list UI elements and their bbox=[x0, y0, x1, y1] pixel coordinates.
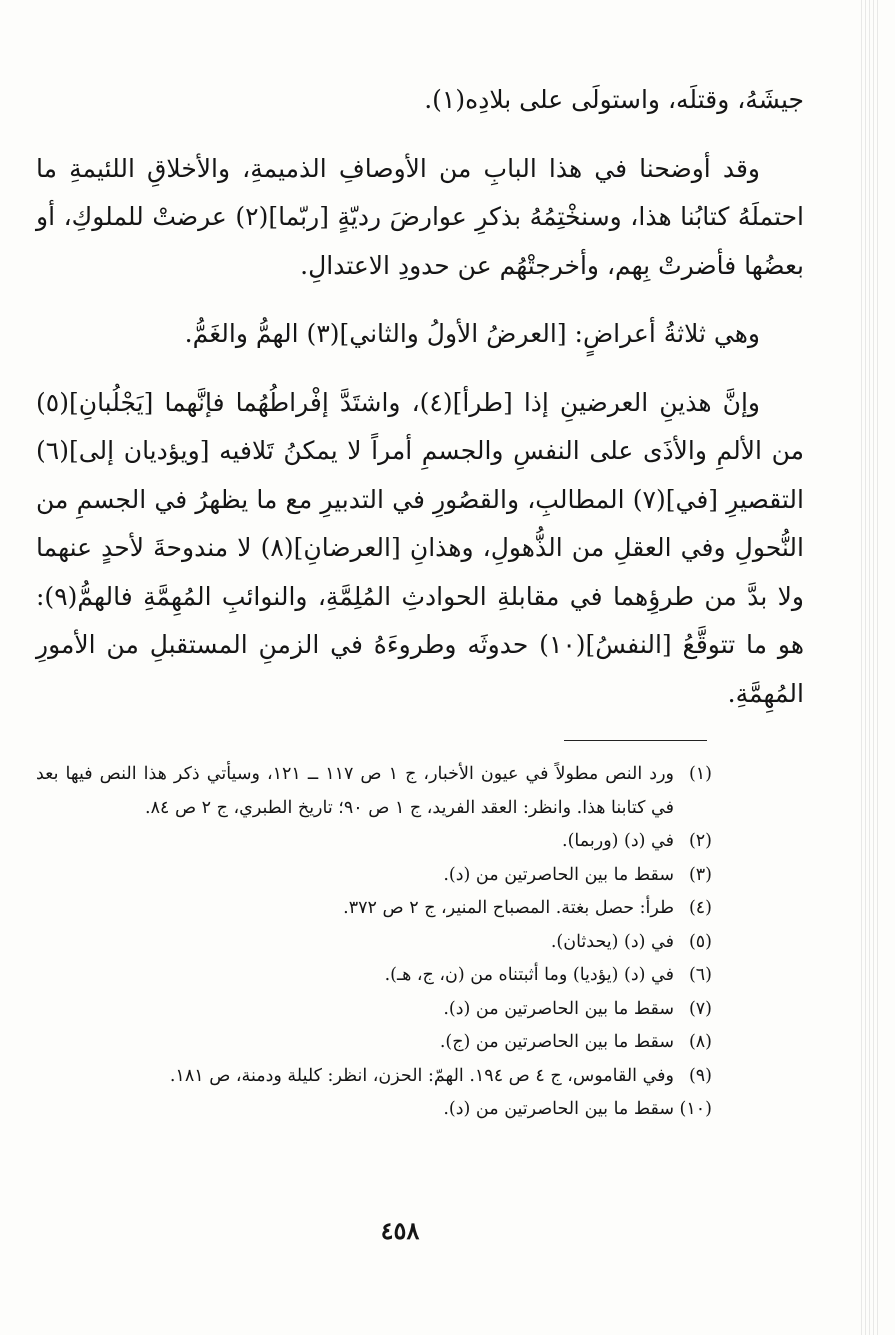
footnote-text: ورد النص مطولاً في عيون الأخبار، ج ١ ص ١١٧ ــ ١٢١، وسيأتي ذكر هذا النص فيها بعد في كتابنا هذا. وانظر: العقد الفريد، ج ١ ص ٩٠؛ تاريخ الطبري، ج ٢ ص ٨٤. bbox=[36, 764, 674, 818]
footnote-number: (٧) bbox=[688, 998, 712, 1019]
footnote-text: سقط ما بين الحاصرتين من (د). bbox=[443, 864, 674, 885]
footnote bbox=[36, 1026, 712, 1060]
footnote-number: (١) bbox=[688, 764, 712, 784]
footnote-separator bbox=[564, 740, 707, 741]
footnote bbox=[36, 1093, 712, 1127]
footnote-number: (٢) bbox=[688, 831, 712, 851]
paragraph-3: وهي ثلاثةُ أعراضٍ: [العرضُ الأولُ والثاني](٣) الهمُّ والغَمُّ. bbox=[184, 319, 760, 348]
footnote-number: (٣) bbox=[688, 864, 712, 885]
footnote-number: (١٠) bbox=[679, 1099, 712, 1119]
footnote bbox=[36, 1060, 712, 1094]
footnote bbox=[36, 825, 712, 859]
main-text bbox=[36, 76, 804, 718]
footnote bbox=[36, 926, 712, 960]
footnote-text: في (د) (يحدثان). bbox=[550, 931, 674, 952]
footnote-number: (٩) bbox=[688, 1065, 712, 1086]
footnote-text: سقط ما بين الحاصرتين من (د). bbox=[443, 998, 674, 1019]
paragraph-gap bbox=[36, 290, 804, 310]
footnote-text: وفي القاموس، ج ٤ ص ١٩٤. الهمّ: الحزن، انظر: كليلة ودمنة، ص ١٨١. bbox=[169, 1065, 674, 1086]
footnote bbox=[36, 859, 712, 893]
footnote-text: طرأ: حصل بغتة. المصباح المنير، ج ٢ ص ٣٧٢. bbox=[343, 898, 674, 918]
footnote bbox=[36, 758, 712, 825]
footnote bbox=[36, 892, 712, 926]
paragraph-1: جيشَهُ، وقتلَه، واستولَى على بلادِه(١). bbox=[424, 85, 804, 114]
footnote-text: في (د) (يؤديا) وما أثبتناه من (ن، ج، هـ). bbox=[384, 965, 674, 985]
page-edge-scan-lines bbox=[861, 0, 881, 1335]
paragraph-gap bbox=[36, 125, 804, 145]
page-number: ٤٥٨ bbox=[380, 1216, 420, 1245]
paragraph-gap bbox=[36, 359, 804, 379]
footnote-text: سقط ما بين الحاصرتين من (د). bbox=[443, 1099, 674, 1119]
footnote-number: (٥) bbox=[688, 931, 712, 952]
footnote-text: في (د) (وربما). bbox=[562, 831, 674, 851]
footnote-text: سقط ما بين الحاصرتين من (ج). bbox=[439, 1032, 674, 1052]
paragraph-4: وإنَّ هذينِ العرضينِ إذا [طرأ](٤)، واشتَدَّ إفْراطُهُما فإنَّهما [يَجْلُبانِ](٥) من الألمِ والأذَى على النفسِ والجسمِ أمراً لا يمكنُ تَلافيه [ويؤديان إلى](٦) التقصيرِ [في](٧) المطالبِ، والقصُورِ في التدبيرِ مع ما يظهرُ في الجسمِ من النُّحولِ وفي العقلِ من الذُّهولِ، وهذانِ [العرضانِ](٨) لا مندوحةَ لأحدٍ عنهما ولا بدَّ من طرؤِهما في مقابلةِ الحوادثِ المُلِمَّةِ، والنوائبِ المُهِمَّةِ فالهمُّ(٩): هو ما تتوقَّعُ [النفسُ](١٠) حدوثَه وطروءَهُ في الزمنِ المستقبلِ من الأمورِ المُهِمَّةِ. bbox=[36, 387, 804, 708]
footnote-number: (٤) bbox=[688, 898, 712, 918]
footnote bbox=[36, 959, 712, 993]
footnote-number: (٨) bbox=[688, 1032, 712, 1052]
footnote bbox=[36, 993, 712, 1027]
footnote-number: (٦) bbox=[688, 965, 712, 985]
paragraph-2: وقد أوضحنا في هذا البابِ من الأوصافِ الذميمةِ، والأخلاقِ اللئيمةِ ما احتملَهُ كتابُنا هذا، وسنخْتِمُهُ بذكرِ عوارضَ رديّةٍ [ربّما](٢) عرضتْ للملوكِ، أو بعضُها فأضرتْ بِهم، وأخرجتْهُم عن حدودِ الاعتدالِ. bbox=[36, 153, 805, 280]
footnotes bbox=[36, 758, 712, 1127]
